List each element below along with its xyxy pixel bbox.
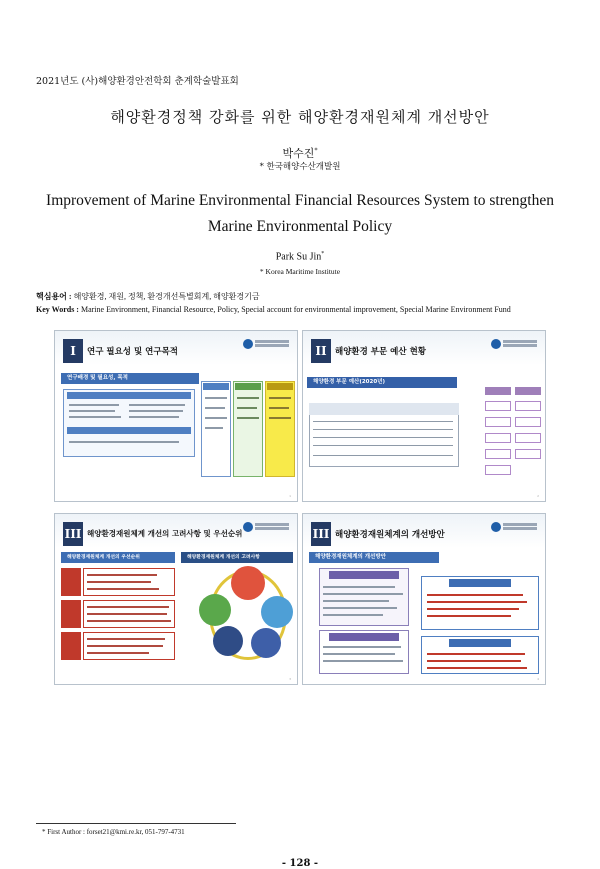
slide-number: II xyxy=(311,339,331,363)
slide-title: 해양환경재원체계의 개선방안 xyxy=(335,530,445,540)
paper-title-korean: 해양환경정책 강화를 위한 해양환경재원체계 개선방안 xyxy=(110,108,490,126)
slide-section-band: 해양환경재원체계의 개선방안 xyxy=(309,552,439,563)
conference-name: 2021년도 (사)해양환경안전학회 춘계학술발표회 xyxy=(36,76,239,87)
slide-number: III xyxy=(63,522,83,546)
keywords-korean: 핵심용어 : 해양환경, 재원, 정책, 환경개선특별회계, 해양환경기금 xyxy=(36,292,260,301)
kmi-logo xyxy=(243,521,291,533)
slide-section-band: 연구배경 및 필요성, 목적 xyxy=(61,373,199,384)
footnote-divider xyxy=(36,823,236,824)
slide-title: 해양환경 부문 예산 현황 xyxy=(335,347,426,357)
slide-number: I xyxy=(63,339,83,363)
author-english: Park Su Jin* xyxy=(275,251,325,263)
page-number: - 128 - xyxy=(281,858,319,869)
affiliation-korean: * 한국해양수산개발원 xyxy=(259,162,341,172)
slide-section-band: 해양환경 부문 예산(2020년) xyxy=(307,377,457,388)
kmi-logo xyxy=(491,521,539,533)
slide-research-purpose: I 연구 필요성 및 연구목적 연구배경 및 필요성, 목적 1 xyxy=(54,330,298,502)
slide-section-band-2: 해양환경재원체계 개선의 고려사항 xyxy=(181,552,293,563)
kmi-logo xyxy=(243,338,291,350)
slide-budget-status: II 해양환경 부문 예산 현황 해양환경 부문 예산(2020년) 2 xyxy=(302,330,546,502)
slide-improvement-plan: III 해양환경재원체계의 개선방안 해양환경재원체계의 개선방안 4 xyxy=(302,513,546,685)
affiliation-english: * Korea Maritime Institute xyxy=(259,267,341,276)
keywords-english: Key Words : Marine Environment, Financial Resource, Policy, Special account for environmental improvement, Special Marine Environment Fund xyxy=(36,305,511,314)
slide-section-band: 해양환경재원체계 개선의 우선순위 xyxy=(61,552,175,563)
footnote: * First Author : forset21@kmi.re.kr, 051-797-4731 xyxy=(42,828,185,836)
slide-priorities: III 해양환경재원체계 개선의 고려사항 및 우선순위 해양환경재원체계 개선의 우선순위 해양환경재원체계 개선의 고려사항 3 xyxy=(54,513,298,685)
slide-title: 연구 필요성 및 연구목적 xyxy=(87,347,178,357)
author-korean: 박수진* xyxy=(282,147,318,160)
paper-title-english: Improvement of Marine Environmental Financial Resources System to strengthen Marine Environmental Policy xyxy=(46,192,554,235)
slide-title: 해양환경재원체계 개선의 고려사항 및 우선순위 xyxy=(87,529,243,538)
kmi-logo xyxy=(491,338,539,350)
slide-number: III xyxy=(311,522,331,546)
